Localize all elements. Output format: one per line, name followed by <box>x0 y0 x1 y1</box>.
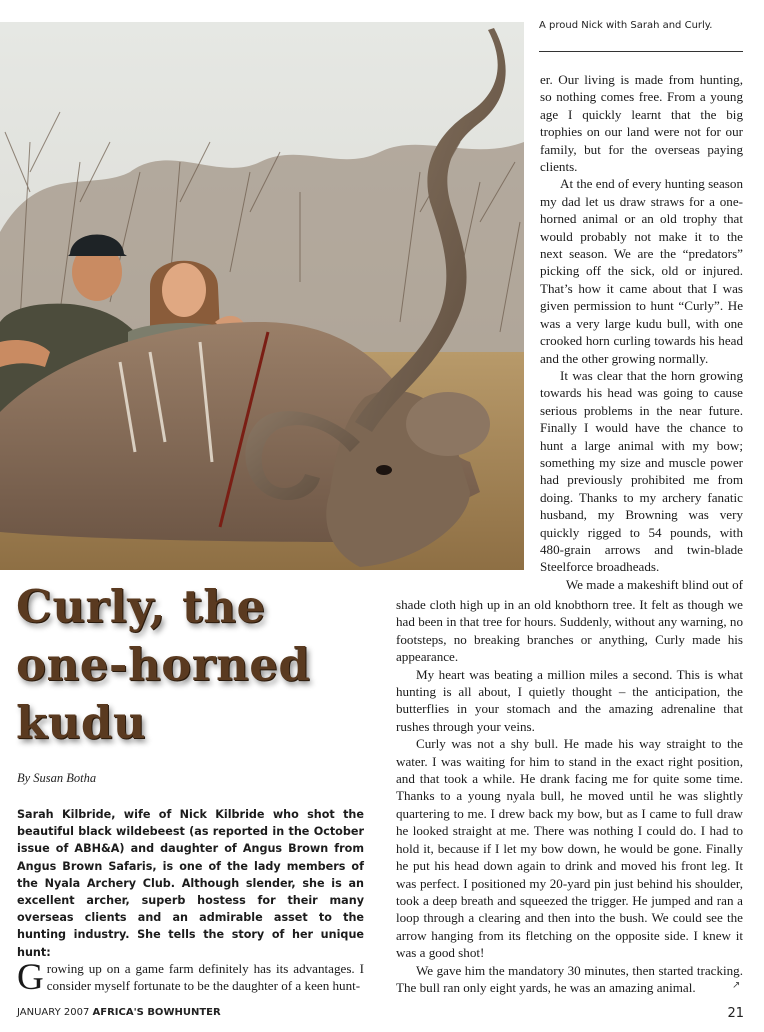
drop-cap: G <box>17 957 44 998</box>
caption-divider <box>539 51 743 52</box>
paragraph: shade cloth high up in an old knobthorn tree. It felt as though we had been in that tree for hours. Suddenly, without any warning, no footsteps, no breaking branches or anything, Curly made his appearance. <box>396 597 743 665</box>
kudu-eye <box>376 465 392 475</box>
page-footer <box>17 1007 221 1018</box>
byline: By Susan Botha <box>17 771 97 785</box>
article-intro: Sarah Kilbride, wife of Nick Kilbride who shot the beautiful black wildebeest (as reported in the October issue of ABH&A) and daughter of Angus Brown from Angus Brown Safaris, is one of the lady members of the Nyala Archery Club. Although slender, she is an excellent archer, superb hostess for their many overseas clients and an admirable asset to the hunting industry. She tells the story of her unique hunt: <box>17 808 364 959</box>
article-title: Curly, the one-horned kudu <box>16 580 311 749</box>
paragraph: We made a makeshift blind out of <box>565 576 743 592</box>
article-column-right-bottom <box>396 596 743 996</box>
continued-mark-icon: ↗ <box>732 980 741 991</box>
page-number: 21 <box>727 1006 744 1021</box>
kudu-ear <box>406 392 490 456</box>
paragraph: It was clear that the horn growing towards his head was going to cause serious problems in the near future. Finally I would have the chance to hunt a large animal with my bow; something my size and muscle power had previously prohibited me from doing. Thanks to my archery fanatic husband, my Browning was very quickly rigged to 54 pounds, with 480-grain arrows and twin-blade Steelforce broadheads. <box>540 367 743 575</box>
article-column-right-top <box>540 71 743 593</box>
article-column-left <box>17 957 364 998</box>
paragraph-text: rowing up on a game farm definitely has its advantages. I consider myself fortunate to be the daughter of a keen hunt- <box>46 961 364 994</box>
paragraph: We gave him the mandatory 30 minutes, then started tracking. The bull ran only eight yards, he was an amazing animal. <box>396 962 743 995</box>
paragraph: My heart was beating a million miles a second. This is what hunting is all about, I quietly thought – the anticipation, the butterflies in your stomach and the amazing adrenaline that rushes through your veins. <box>396 666 743 734</box>
paragraph: At the end of every hunting season my dad let us draw straws for a one-horned animal or an old trophy that would probably not make it to the next season. We are the “predators” picking off the sick, old or injured. That’s how it came about that I was given permission to hunt “Curly”. He was a very large kudu bull, with one crooked horn curling towards his head and the other growing normally. <box>540 176 743 366</box>
photo-caption: A proud Nick with Sarah and Curly. <box>539 20 713 31</box>
magazine-name: AFRICA'S BOWHUNTER <box>92 1007 221 1018</box>
paragraph: er. Our living is made from hunting, so nothing comes free. From a young age I quickly learnt that the big trophies on our land were not for our family, but for the overseas paying clients. <box>540 72 743 175</box>
paragraph: Curly was not a shy bull. He made his way straight to the water. I was waiting for him to stand in the exact right position, and that took a while. He drank facing me for quite some time. Thanks to a young nyala bull, he moved until he was slightly quartering to me. I drew back my bow, but as I came to full draw he looked straight at me. There was nothing I could do. I had to hold it, because if I let my bow down, he would be gone. Finally he put his head down again to drink and moved his front leg. It was perfect. I positioned my 20-yard pin just behind his shoulder, took a deep breath and squeezed the trigger. He jumped and ran a loop through a clearing and then into the bush. We could see the arrow hanging from its fletching on the opposite side. I knew it was a good shot! <box>396 736 743 961</box>
issue-date: JANUARY 2007 <box>17 1007 90 1018</box>
paragraph <box>17 957 364 998</box>
kudu-trophy-photo <box>0 22 524 570</box>
